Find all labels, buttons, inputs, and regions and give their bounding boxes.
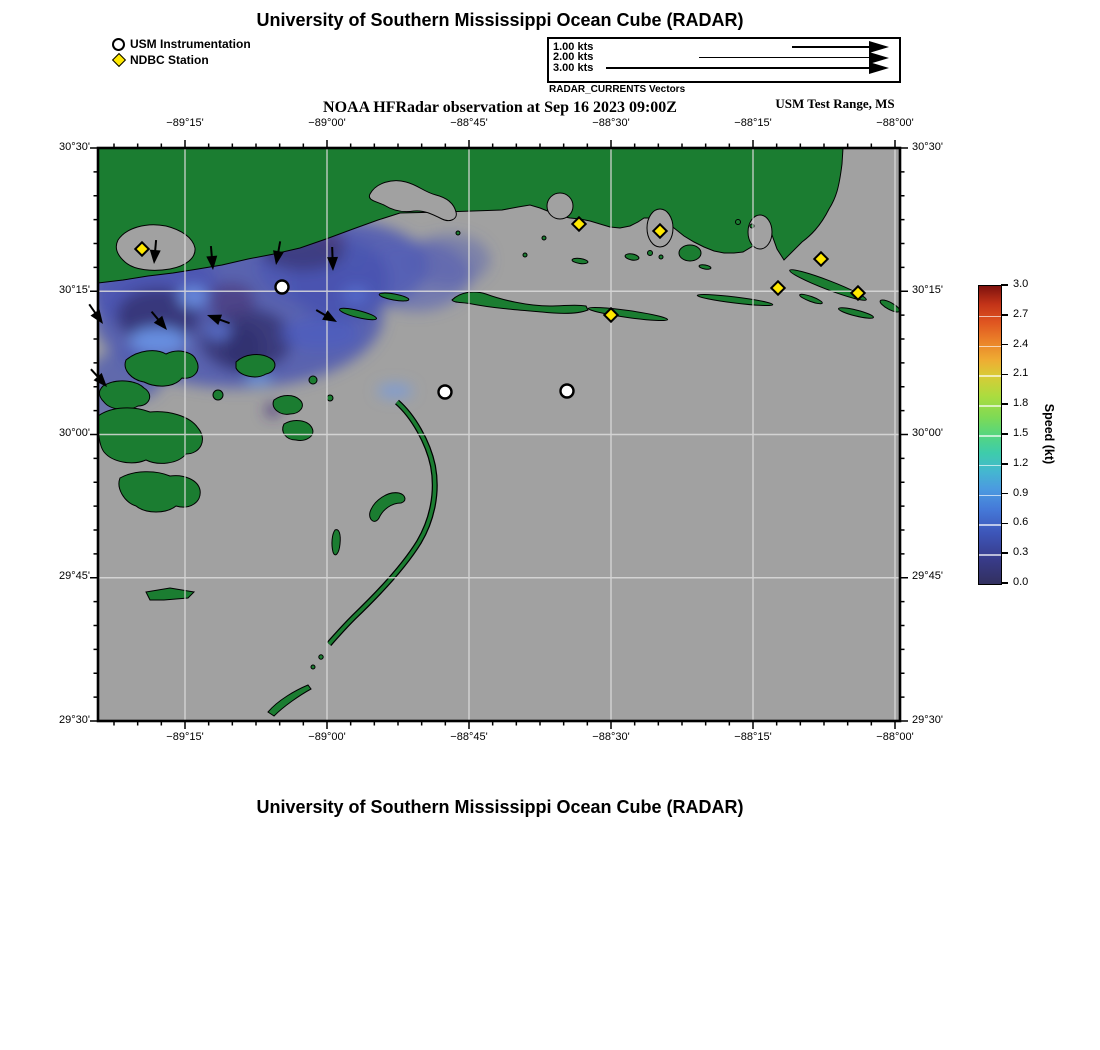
legend-usm-label: USM Instrumentation: [130, 37, 251, 51]
y-axis-label-right: 30°30': [912, 141, 943, 153]
x-axis-label-bottom: −88°45': [450, 731, 488, 743]
colorbar-tick: [1001, 552, 1008, 554]
colorbar-tick-label: 3.0: [1013, 278, 1029, 290]
colorbar-seam: [979, 495, 1001, 497]
speed-blob: [280, 318, 360, 350]
colorbar-tick: [1001, 463, 1008, 465]
x-axis-label-top: −89°15': [166, 117, 204, 129]
colorbar-tick: [1001, 493, 1008, 495]
colorbar-seam: [979, 554, 1001, 556]
colorbar-tick-label: 1.8: [1013, 397, 1029, 410]
colorbar-tick: [1001, 344, 1008, 346]
colorbar-title: Speed (kt): [1042, 403, 1056, 465]
usm-instrumentation-icon: [112, 38, 125, 51]
colorbar-seam: [979, 435, 1001, 437]
page-title: University of Southern Mississippi Ocean Cube (RADAR): [256, 10, 744, 30]
colorbar-tick-label: 0.6: [1013, 516, 1029, 529]
colorbar-tick: [1001, 374, 1008, 376]
y-axis-label-left: 30°30': [59, 141, 90, 153]
y-axis-label-left: 30°00': [59, 427, 90, 439]
colorbar-tick-label: 2.1: [1013, 367, 1029, 380]
speed-blob: [377, 384, 413, 398]
colorbar-tick: [1001, 582, 1008, 584]
colorbar-seam: [979, 316, 1001, 318]
ndbc-station-icon: [112, 53, 126, 67]
vector-scale-entry-label: 3.00 kts: [553, 61, 594, 74]
colorbar-seam: [979, 346, 1001, 348]
colorbar-tick: [1001, 284, 1008, 286]
bottom-page-title: University of Southern Mississippi Ocean Cube (RADAR): [256, 797, 744, 817]
x-axis-label-top: −88°00': [876, 117, 914, 129]
y-axis-label-right: 30°00': [912, 427, 943, 439]
colorbar-tick: [1001, 403, 1008, 405]
legend-ndbc-label: NDBC Station: [130, 53, 209, 67]
x-axis-label-bottom: −89°15': [166, 731, 204, 743]
x-axis-label-top: −89°00': [308, 117, 346, 129]
vector-scale-line: [699, 57, 870, 59]
y-axis-label-left: 30°15': [59, 284, 90, 296]
colorbar-tick-label: 2.7: [1013, 307, 1029, 320]
vector-scale-caption: RADAR_CURRENTS Vectors: [549, 84, 686, 95]
test-range-label: USM Test Range, MS: [775, 96, 895, 111]
colorbar: [978, 285, 1002, 585]
y-axis-label-left: 29°30': [59, 714, 90, 726]
map-canvas: [78, 128, 920, 741]
usm-station-marker: [276, 281, 289, 294]
speed-blob: [343, 286, 369, 304]
colorbar-tick-label: 0.0: [1013, 576, 1029, 588]
colorbar-seam: [979, 405, 1001, 407]
colorbar-tick-label: 0.3: [1013, 546, 1029, 559]
y-axis-label-right: 30°15': [912, 284, 943, 296]
vector-scale-line: [606, 67, 870, 69]
x-axis-label-bottom: −88°00': [876, 731, 914, 743]
speed-blob: [410, 234, 490, 286]
colorbar-tick-label: 1.5: [1013, 427, 1029, 439]
colorbar-seam: [979, 375, 1001, 377]
y-axis-label-left: 29°45': [59, 570, 90, 582]
vector-scale-entry-label: 1.00 kts: [553, 40, 594, 53]
x-axis-label-bottom: −88°30': [592, 731, 630, 743]
vector-scale-entry-label: 2.00 kts: [553, 51, 594, 63]
vector-scale-box: [547, 37, 901, 83]
speed-blob: [130, 327, 186, 353]
x-axis-label-bottom: −89°00': [308, 731, 346, 743]
speed-blob: [207, 283, 255, 317]
usm-station-marker: [561, 385, 574, 398]
x-axis-label-top: −88°30': [592, 117, 630, 129]
colorbar-tick: [1001, 314, 1008, 316]
x-axis-label-bottom: −88°15': [734, 731, 772, 743]
colorbar-seam: [979, 465, 1001, 467]
colorbar-tick-label: 0.9: [1013, 486, 1029, 499]
vector-scale-arrowhead-icon: [869, 62, 889, 74]
colorbar-tick-label: 1.2: [1013, 456, 1029, 469]
colorbar-seam: [979, 524, 1001, 526]
y-axis-label-right: 29°45': [912, 570, 943, 582]
x-axis-label-top: −88°15': [734, 117, 772, 129]
y-axis-label-right: 29°30': [912, 714, 943, 726]
x-axis-label-top: −88°45': [450, 117, 488, 129]
observation-subtitle: NOAA HFRadar observation at Sep 16 2023 09:00Z: [323, 99, 677, 116]
colorbar-tick: [1001, 433, 1008, 435]
usm-station-marker: [439, 386, 452, 399]
vector-scale-line: [792, 46, 870, 48]
colorbar-tick-label: 2.4: [1013, 337, 1029, 350]
speed-blob: [178, 286, 208, 308]
colorbar-tick: [1001, 523, 1008, 525]
